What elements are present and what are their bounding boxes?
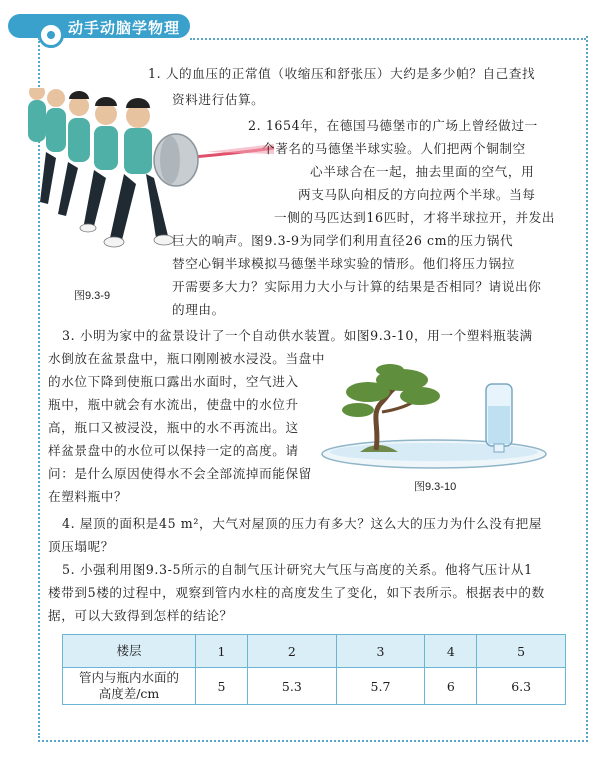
- section-title: 动手动脑学物理: [68, 19, 181, 37]
- table-cell: 5: [196, 668, 248, 705]
- q2-line: 的理由。: [172, 302, 225, 317]
- q4-line2: 顶压塌呢？: [48, 539, 114, 554]
- q5-line3: 据，可以大致得到怎样的结论？: [48, 608, 233, 623]
- q1-line2: 资料进行估算。: [172, 92, 265, 107]
- table-cell: 3: [336, 635, 425, 668]
- figure-9-3-9-caption: 图9.3-9: [74, 290, 111, 302]
- table-header-cell: 楼层: [63, 635, 196, 668]
- q3-side-line: 问：是什么原因使得水不会全部流掉而能保留: [48, 466, 312, 481]
- q3-side-line: 样盆景盘中的水位可以保持一定的高度。请: [48, 443, 299, 458]
- table-header-cell: [63, 668, 196, 705]
- q5-line1: 5. 小强利用图9.3-5所示的自制气压计研究大气压与高度的关系。他将气压计从1: [62, 562, 533, 577]
- q2-line: 巨大的响声。图9.3-9为同学们利用直径26 cm的压力锅代: [172, 233, 514, 248]
- table-cell: 5.3: [248, 668, 337, 705]
- q2-line: 开需要多大力？实际用力大小与计算的结果是否相同？请说出你: [172, 279, 542, 294]
- table-cell: 6: [425, 668, 477, 705]
- table-cell: 4: [425, 635, 477, 668]
- table-cell: 2: [248, 635, 337, 668]
- q2-line: 心半球合在一起，抽去里面的空气，用: [310, 164, 535, 179]
- q3-side-line: 在塑料瓶中？: [48, 489, 128, 504]
- q5-line2: 楼带到5楼的过程中，观察到管内水柱的高度发生了变化，如下表所示。根据表中的数: [48, 585, 545, 600]
- figure-9-3-10-caption: 图9.3-10: [414, 481, 457, 493]
- q4-line1: 4. 屋顶的面积是45 m²，大气对屋顶的压力有多大？这么大的压力为什么没有把屋: [62, 516, 543, 531]
- table-cell: 5.7: [336, 668, 425, 705]
- table-header-line: 管内与瓶内水面的: [78, 670, 179, 685]
- table-row: [63, 668, 566, 705]
- q3-side-line: 瓶中，瓶中就会有水流出，使盘中的水位升: [48, 397, 299, 412]
- q2-line: 个著名的马德堡半球实验。人们把两个铜制空: [262, 141, 526, 156]
- q2-line: 替空心铜半球模拟马德堡半球实验的情形。他们将压力锅拉: [172, 256, 516, 271]
- table-row: [63, 635, 566, 668]
- q2-line: 一侧的马匹达到16匹时，才将半球拉开，并发出: [274, 210, 556, 225]
- table-cell: 6.3: [477, 668, 566, 705]
- q3-side-line: 的水位下降到使瓶口露出水面时，空气进入: [48, 374, 299, 389]
- section-header: [0, 0, 600, 40]
- pressure-height-table: [62, 634, 566, 705]
- q3-line2: 水倒放在盆景盘中，瓶口刚刚被水浸没。当盘中: [48, 351, 326, 366]
- table-cell: 1: [196, 635, 248, 668]
- q3-side-line: 高，瓶口又被浸没，瓶中的水不再流出。这: [48, 420, 299, 435]
- bonsai-water-supply-illustration: [318, 362, 550, 472]
- q2-line: 两支马队向相反的方向拉两个半球。当每: [298, 187, 536, 202]
- table-header-line: 高度差/cm: [98, 686, 160, 701]
- table-cell: 5: [477, 635, 566, 668]
- q1-line1: 1. 人的血压的正常值（收缩压和舒张压）大约是多少帕？自己查找: [148, 66, 536, 81]
- q2-line: 2. 1654年，在德国马德堡市的广场上曾经做过一: [248, 118, 538, 133]
- q3-line1: 3. 小明为家中的盆景设计了一个自动供水装置。如图9.3-10，用一个塑料瓶装满: [62, 328, 533, 343]
